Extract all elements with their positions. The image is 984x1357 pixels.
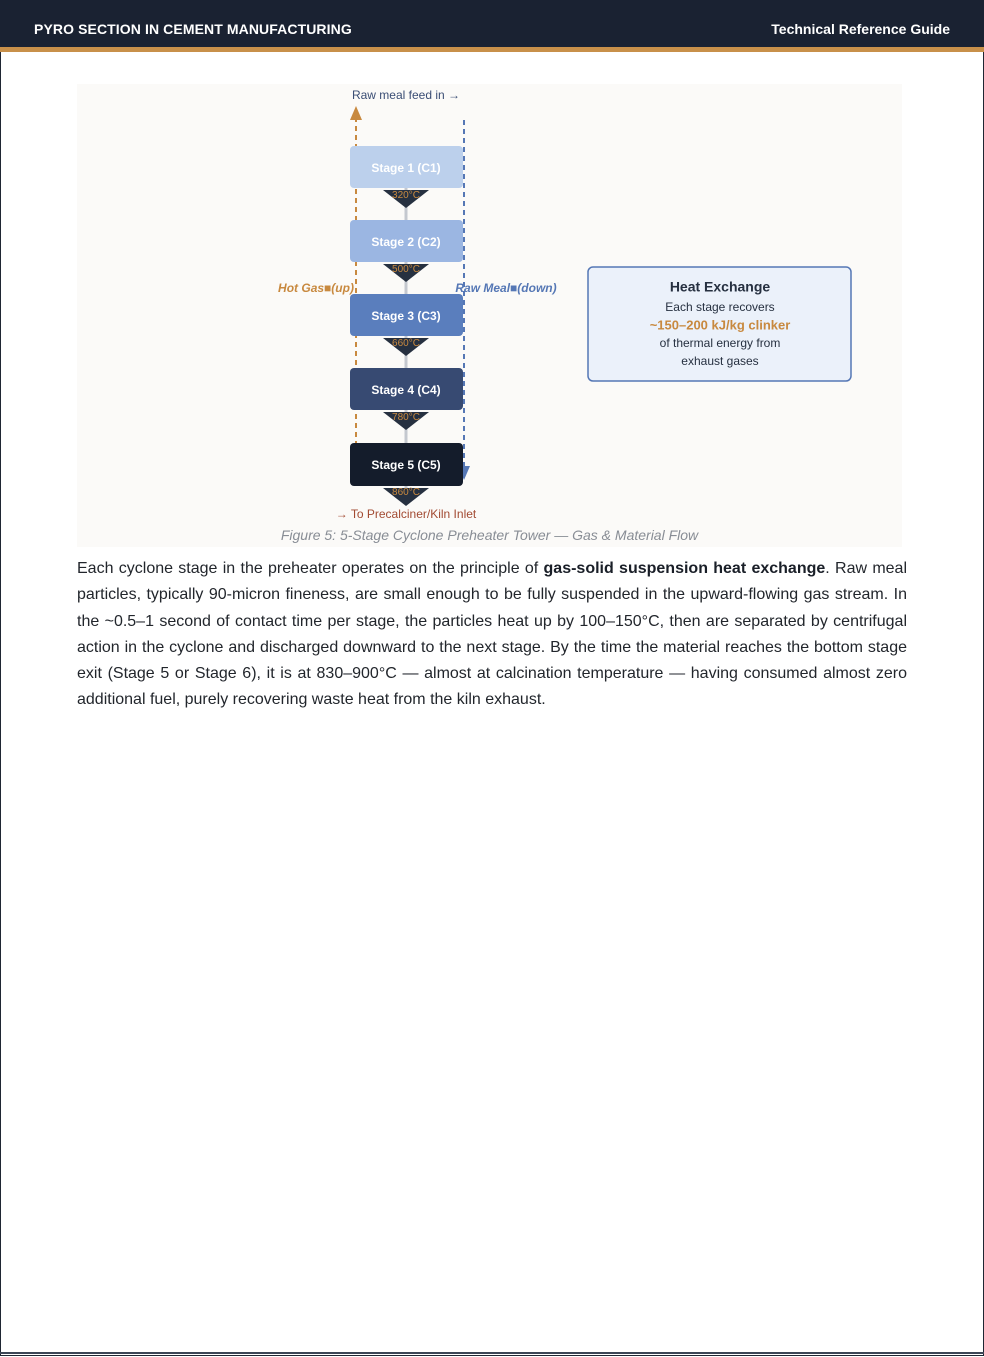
stage-4-temp: 780°C (392, 412, 420, 423)
heat-exchange-line3: exhaust gases (681, 353, 759, 368)
body-paragraph (77, 556, 907, 714)
heat-exchange-title: Heat Exchange (669, 278, 771, 295)
footer-rule (0, 1352, 984, 1354)
document-title: PYRO SECTION IN CEMENT MANUFACTURING (34, 21, 352, 37)
body-text-intro: Each cyclone stage in the preheater operates on the principle of (77, 560, 544, 577)
hot-gas-arrowhead (350, 106, 362, 120)
preheater-svg (77, 84, 902, 547)
body-text-emphasis: gas-solid suspension heat exchange (543, 560, 826, 577)
heat-exchange-highlight: ~150–200 kJ/kg clinker (649, 317, 791, 333)
outlet-label: → To Precalciner/Kiln Inlet (335, 507, 477, 521)
stage-1-label: Stage 1 (C1) (371, 161, 441, 175)
stage-5-label: Stage 5 (C5) (371, 458, 441, 472)
figure-caption: Figure 5: 5-Stage Cyclone Preheater Tower — Gas & Material Flow (280, 527, 699, 543)
heat-exchange-line1: Each stage recovers (665, 299, 775, 314)
guide-label: Technical Reference Guide (771, 21, 950, 37)
stage-1-temp: 320°C (392, 190, 420, 201)
heat-exchange-line2: of thermal energy from (659, 335, 781, 350)
figure-preheater-diagram (77, 84, 902, 547)
stage-5-temp: 860°C (392, 487, 420, 498)
header-accent-rule (0, 47, 984, 52)
stage-2-label: Stage 2 (C2) (371, 235, 441, 249)
raw-meal-label: Raw Meal■(down) (455, 281, 557, 295)
stage-4-label: Stage 4 (C4) (371, 383, 441, 397)
hot-gas-label: Hot Gas■(up) (278, 281, 354, 295)
page-header (0, 0, 984, 47)
stage-3-label: Stage 3 (C3) (371, 309, 441, 323)
stage-3-temp: 660°C (392, 338, 420, 349)
body-text-rest: . Raw meal particles, typically 90-micron fineness, are small enough to be fully suspended in the upward-flowing gas stream. In the ~0.5–1 second of contact time per stage, the particles heat up by 100–150°C, then are separated by centrifugal action in the cyclone and discharged downward to the next stage. By the time the material reaches the bottom stage exit (Stage 5 or Stage 6), it is at 830–900°C — almost at calcination temperature — having consumed almost zero additional fuel, purely recovering waste heat from the kiln exhaust. (77, 560, 908, 709)
feed-label: Raw meal feed in → (351, 88, 461, 102)
stage-2-temp: 500°C (392, 264, 420, 275)
